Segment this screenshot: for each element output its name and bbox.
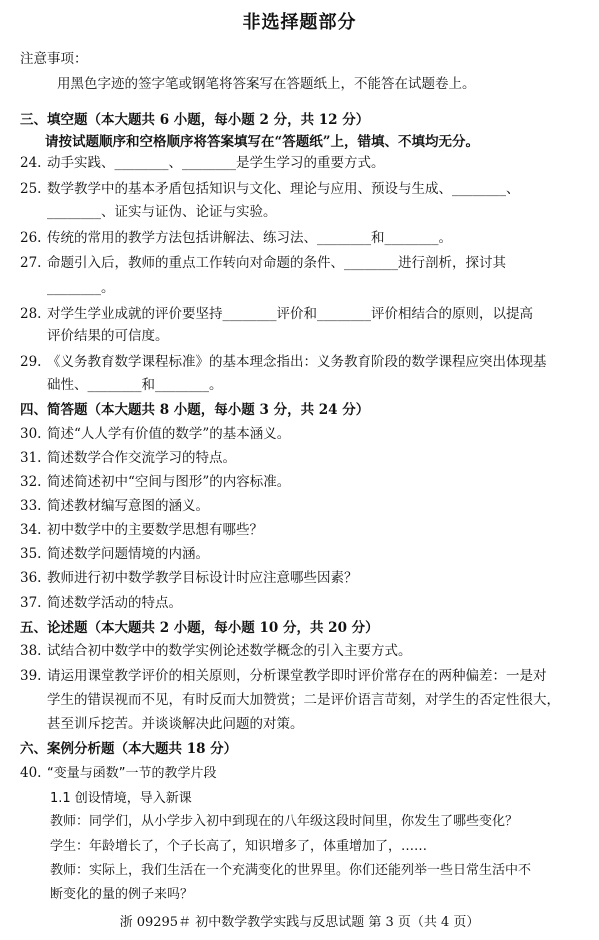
question-29-cont: 础性、________和________。 [47, 377, 223, 393]
question-text: 简述简述初中“空间与图形”的内容标准。 [47, 474, 291, 490]
question-26 [20, 229, 452, 247]
question-number: 38. [20, 643, 42, 659]
question-27 [20, 254, 506, 272]
question-number: 26. [20, 230, 42, 246]
question-38 [20, 642, 412, 660]
section4-heading: 四、简答题（本大题共 8 小题，每小题 3 分，共 24 分） [20, 402, 370, 418]
question-text: 初中数学中的主要数学思想有哪些？ [47, 522, 263, 538]
question-28 [20, 305, 533, 323]
question-25-cont: ________、证实与证伪、论证与实验。 [47, 204, 277, 220]
question-24 [20, 154, 385, 172]
question-number: 31. [20, 450, 42, 466]
question-39-cont-1: 学生的错误视而不见，有时反而大加赞赏；二是评价语言苛刻，对学生的否定性很大， [47, 692, 560, 708]
question-text: 传统的常用的教学方法包括讲解法、练习法、________和________。 [47, 230, 452, 246]
question-28-cont: 评价结果的可信度。 [47, 328, 169, 344]
question-number: 29. [20, 354, 42, 370]
question-text: 简述教材编写意图的涵义。 [47, 498, 209, 514]
question-25 [20, 180, 520, 198]
case-subheading: 1.1 创设情境，导入新课 [50, 791, 192, 806]
question-text: 《义务教育数学课程标准》的基本理念指出：义务教育阶段的数学课程应突出体现基 [47, 354, 547, 370]
question-29 [20, 353, 547, 371]
question-number: 27. [20, 255, 42, 271]
question-text: 对学生学业成就的评价要坚持________评价和________评价相结合的原则，以提高 [47, 306, 533, 322]
question-number: 36. [20, 570, 42, 586]
question-31 [20, 449, 236, 467]
page-footer: 浙 09295＃ 初中数学教学实践与反思试题 第 3 页（共 4 页） [119, 915, 480, 930]
question-number: 37. [20, 595, 42, 611]
case-dialog-teacher-1: 教师：同学们，从小学步入初中到现在的八年级这段时间里，你发生了哪些变化？ [50, 814, 519, 829]
question-number: 24. [20, 155, 42, 171]
section3-heading: 三、填空题（本大题共 6 小题，每小题 2 分，共 12 分） [20, 112, 370, 128]
notice-label: 注意事项： [20, 51, 88, 67]
question-33 [20, 497, 209, 515]
question-40 [20, 764, 216, 783]
page-title: 非选择题部分 [242, 12, 357, 33]
question-text: 简述数学活动的特点。 [47, 595, 182, 611]
question-text: 简述数学合作交流学习的特点。 [47, 450, 236, 466]
section3-instruction: 请按试题顺序和空格顺序将答案填写在“答题纸”上，错填、不填均无分。 [45, 134, 480, 150]
question-text: 数学教学中的基本矛盾包括知识与文化、理论与应用、预设与生成、________、 [47, 181, 520, 197]
question-text: 简述数学问题情境的内涵。 [47, 546, 209, 562]
question-text: 动手实践、________、________是学生学习的重要方式。 [47, 155, 385, 171]
question-37 [20, 594, 182, 612]
question-36 [20, 569, 358, 587]
question-number: 39. [20, 668, 42, 684]
question-32 [20, 473, 290, 491]
question-number: 33. [20, 498, 42, 514]
question-35 [20, 545, 209, 563]
question-text: 试结合初中数学中的数学实例论述数学概念的引入主要方式。 [47, 643, 412, 659]
question-text: 请运用课堂教学评价的相关原则，分析课堂教学即时评价常存在的两种偏差：一是对 [47, 668, 547, 684]
section6-heading: 六、案例分析题（本大题共 18 分） [20, 741, 238, 757]
question-number: 30. [20, 426, 42, 442]
question-30 [20, 425, 290, 443]
question-39-cont-2: 甚至训斥挖苦。并谈谈解决此问题的对策。 [47, 716, 304, 732]
question-number: 35. [20, 546, 42, 562]
question-number: 25. [20, 181, 42, 197]
section5-heading: 五、论述题（本大题共 2 小题，每小题 10 分，共 20 分） [20, 620, 379, 636]
case-dialog-teacher-2: 教师：实际上，我们生活在一个充满变化的世界里。你们还能列举一些日常生活中不 [50, 863, 532, 878]
question-34 [20, 521, 263, 539]
question-27-cont: ________。 [47, 280, 115, 296]
question-text: 教师进行初中数学教学目标设计时应注意哪些因素？ [47, 570, 358, 586]
question-text: 简述“人人学有价值的数学”的基本涵义。 [47, 426, 291, 442]
notice-text: 用黑色字迹的签字笔或钢笔将答案写在答题纸上，不能答在试题卷上。 [57, 76, 476, 92]
question-text: “变量与函数”一节的教学片段 [47, 766, 217, 781]
question-number: 40. [20, 765, 42, 781]
question-39 [20, 667, 547, 685]
question-number: 28. [20, 306, 42, 322]
case-dialog-student: 学生：年龄增长了，个子长高了，知识增多了，体重增加了，…… [50, 839, 428, 854]
question-number: 34. [20, 522, 42, 538]
question-number: 32. [20, 474, 42, 490]
question-text: 命题引入后，教师的重点工作转向对命题的条件、________进行剖析，探讨其 [47, 255, 506, 271]
case-dialog-teacher-2-cont: 断变化的量的例子来吗？ [50, 887, 194, 902]
